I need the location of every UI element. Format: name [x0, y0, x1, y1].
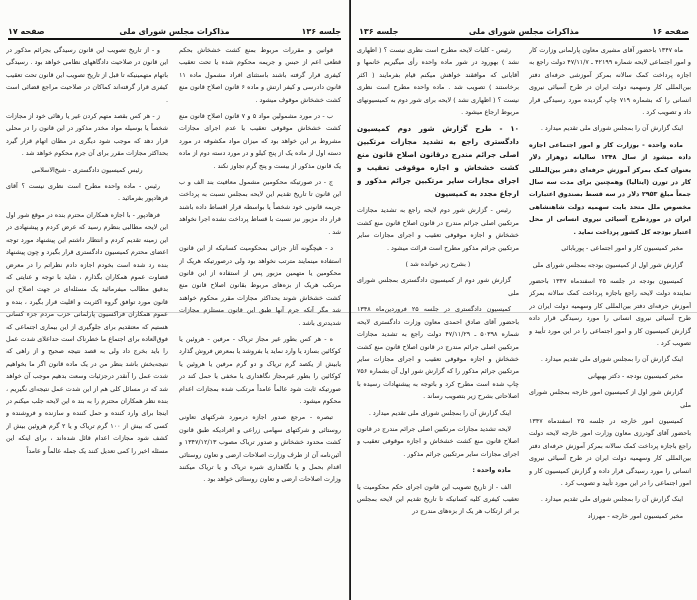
- paragraph: کمیسیون بودجه در جلسه ۲۵ اسفندماه ۱۳۴۷ باحضور نماینده دولت لایحه راجع باجازه پرداخت کمک سالانه بمرکز آموزش حرفه‌ای دفتر بین‌المللی کار وسهمیه دولت ایران در طرح آسیائی نیروی انسانی را مورد رسیدگی قرار داده گزارش کمیسیون کار و امور اجتماعی را در این مورد تأیید و تصویب کرد .: [529, 276, 691, 347]
- paragraph: ه - هر کس بطور غیر مجاز تریاک - مرفین - هروئین یا کوکائین بسازد یا وارد نماید یا بفروشد یا بمعرض فروش گذارد یابیش از یکصد گرم تریاک و دو گرم مرفین یا هروئین یا کوکائین را بطور غیرمجاز نگاهداری یا مخفی یا حمل کند در صورتیکه ثابت شود عالماً عامداً مرتکب شده بمجازات اعدام محکوم میشود .: [179, 334, 341, 405]
- report-title: گزارش شور اول از کمیسیون امور خارجه بمجلس شورای ملی: [529, 388, 691, 409]
- signature: مخبر کمیسیون کار و امور اجتماعی - پوربابائی: [561, 244, 683, 253]
- page-header: [359, 22, 689, 36]
- paragraph: ز - هر کس بقصد متهم کردن غیر یا رهائی خود از مجازات شخصاً یا بوسیله مواد مخدر مذکور در این قانون را در محلی قرار دهد که موجب شود دیگری در مظان اتهام قرار گیرد بحداکثر مجازات مقرر برای آن جرم محکوم خواهد شد .: [6, 112, 168, 158]
- article-label: ماده واحده :: [472, 466, 511, 475]
- paragraph: ماه ۱۳۴۷ باحضور آقای مشیری معاون پارلمانی وزارت کار و امور اجتماعی لایحه شماره ۴۲۱۹۹ ـ ۴۷/۱۱/۷ دولت راجع به اجازه پرداخت کمک سالانه بمرکز آموزشی حرفه‌ای دفتر بین‌المللی کار وسهمیه دولت ایران در طرح آسیائی نیروی انسانی را که بشماره ۷۱۹ چاپ گردیده مورد رسیدگی قرار داد و تصویب کرد .: [529, 46, 691, 117]
- right-page: [351, 0, 697, 600]
- paragraph: اینک گزارش آن را بمجلس شورای ملی تقدیم میدارد .: [540, 495, 683, 504]
- report-title: گزارش شور اول از کمیسیون بودجه بمجلس شورای ملی: [532, 260, 683, 269]
- page-number: صفحه ۱۶: [652, 27, 689, 36]
- signature: مخبر کمیسیون بودجه - دکتر بهبهانی: [587, 371, 683, 380]
- paragraph: ج - در صورتیکه محکومین مشمول معافیت بند الف و ب این قانون تا تاریخ تقدیم این لایحه بمجلس نسبت به پرداخت جریمه قانونی خود شخصاً یا بواسطه قرار اقساط داده باشند قرار داد مزبور نیز نسبت با قساط پرداخت نشده اجرا نخواهد شد .: [179, 178, 341, 236]
- stage-note: ( بشرح زیر خوانده شد ): [405, 260, 471, 269]
- paragraph: و - از تاریخ تصویب این قانون رسیدگی بجرائم مذکور در این قانون در صلاحیت دادگاههای نظامی خواهد بود . رسیدگی باتهام متهمینیکه تا قبل از تاریخ تصویب این قانون تحت تعقیب کیفری قرار گرفته‌اند کماکان در صلاحیت مراجع قضائی است .: [6, 46, 168, 104]
- page-header: [8, 22, 341, 36]
- speech: فرهادپور - با اجازه همکاران محترم بنده در موقع شور اول این لایحه مطالبی بنظرم رسید که عرض کردم و پیشنهادی در این زمینه تقدیم کردم و انتظار داشتم این پیشنهاد مورد توجه اعضای محترم کمیسیون دادگستری قرار بگیرد و چون پیشنهاد بنده رد شده است بخودم اجازه دادم نظراتم را در معرض قضاوت عموم همکاران بگذارم ، شاید با توجه و عنایتی که بدقیق مطالب میفرمائید یک مسئله‌ای در جهت اصلاح این قانون مورد توافق گروه اکثریت و اقلیت قرار بگیرد ، بنده و عموم همکاران فراکسیون پارلمانی حزب مردم جزء کسانی هستیم که معتقدیم برای جلوگیری از این بیماری اجتماعی که فوق‌العاده برای اجتماع ما خطرناک است حداعلای شدت عمل را باید بخرج داد ولی به قصد نتیجه صحیح و از راهی که نتیجه‌بخش باشد بنظر من در یک ماده قانون اگر ما بخواهیم شدت عمل را آنقدر درجزئیات وسعت بدهیم موجب آن خواهد شد که در مسائل کلی هم از این شدت عمل نتیجه‌ای نگیریم ، بنده نظر همکاران محترم را به بند ه این لایحه جلب میکنم در اینجا برای وارد کننده و حمل کننده و سازنده و فروشنده و کسی که بیش از ۱۰۰ گرم تریاک و یا ۲ گرم هروئین بیش از کشف شود مجازات اعدام قائل شده‌اند ، برای اینکه این مسئله اخیر را کمی تعدیل کنند یک جمله عالماً و عامداً: [6, 210, 168, 455]
- scan-fold-line: [351, 312, 697, 313]
- header-rule: [359, 38, 689, 40]
- bill-title: لایحه تشدید مجازات مرتکبین اصلی جرائم مندرج در قانون اصلاح قانون منع کشت خشخاش و اجازه موقوفی تعقیب و اجرای مجازات سایر مرتکبین جرائم مذکور .: [357, 424, 519, 458]
- paragraph: رئیس - ماده واحده مطرح است نظری نیست ؟ آقای فرهادپور بفرمائید .: [6, 182, 168, 203]
- paragraph: د - هیچگونه آثار جزائی بمحکومیت کسانیکه از این قانون استفاده مینمایند مترتب نخواهد بود ولی درصورتیکه هریک از محکومین یا متهمین مزبور پس از استفاده از این قانون مرتکب هریک از بزه‌های مربوط بقانون اصلاح قانون منع کشت خشخاش شوند بحداکثر مجازات مقرر محکوم خواهند شد مگر آنکه جرم آنها طبق این قانون مستلزم مجازات شدیدتری باشد .: [179, 244, 341, 327]
- paragraph: رئیس - گزارش شور دوم لایحه راجع به تشدید مجازات مرتکبین اصلی جرائم مندرج در قانون اصلاح قانون منع کشت خشخاش و اجازه موقوفی تعقیب و اجرای مجازات سایر مرتکبین جرائم مذکور مطرح است قرائت میشود .: [357, 206, 519, 252]
- publication-title: مذاکرات مجلس شورای ملی: [119, 27, 230, 36]
- article: ماده واحده - بوزارت کار و امور اجتماعی اجازه داده میشود از سال ۱۳۴۸ سالیانه دوهزار دلار بعنوان کمک بمرکز آموزش حرفه‌ای دفتر بین‌المللی کار در تورن (ایتالیا) وهمچنین برای مدت سه سال جمعاً مبلغ ۲۹۵۳ دلار در سه قسط بصندوق اعتبارات مخصوص ملل متحد بابت سهمیه دولت شاهنشاهی ایران در موردطرح آسیائی نیروی انسانی از محل اعتبار بودجه کل کشور پرداخت نماید .: [529, 140, 691, 236]
- header-rule: [8, 38, 341, 40]
- scan-fold-line: [0, 312, 349, 313]
- paragraph: کمیسیون دادگستری در جلسه ۲۵ فروردین‌ماه ۱۳۴۸ باحضور آقای صادق احمدی معاون وزارت دادگستری لایحه شماره ۵۰۳۹۸ ـ ۴۷/۱۱/۲۹ دولت راجع به تشدید مجازات مرتکبین اصلی جرائم مندرج در قانون اصلاح قانون منع کشت خشخاش و اجازه موقوفی تعقیب و اجرای مجازات سایر مرتکبین جرائم مذکور را که گزارش شور اول آن بشماره ۷۵۶ چاپ شده است مطرح کرد و باتوجه به پیشنهادات رسیده با اصلاحاتی بشرح زیر بتصویب رساند .: [357, 305, 519, 401]
- report-title: گزارش شور دوم از کمیسیون دادگستری بمجلس شورای ملی: [357, 276, 519, 297]
- session-number: جلسه ۱۳۶: [359, 27, 399, 36]
- paragraph: اینک گزارش آن را بمجلس شورای ملی تقدیم میدارد .: [368, 408, 511, 417]
- signature: رئیس کمیسیون دادگستری - شیخ‌الاسلامی: [31, 165, 143, 174]
- signature: مخبر کمیسیون امور خارجه - مهرزاد: [587, 511, 683, 520]
- agenda-heading: ۱۰ - طرح گزارش شور دوم کمیسیون دادگستری راجع به تشدید مجازات مرتکبین اصلی جرائم مندرج درقانون اصلاح قانون منع کشت خشخاش و اجازه موقوفی تعقیب و اجرای مجازات سایر مرتکبین جرائم مذکور و ارجاع مجدد به کمیسیون: [357, 124, 519, 199]
- paragraph: کمیسیون امور خارجه در جلسه ۲۵ اسفندماه ۱۳۴۷ باحضور آقای گودرزی معاون وزارت امور خارجه لایحه دولت راجع باجازه پرداخت کمک سالانه بمرکز آموزش حرفه‌ای دفتر بین‌المللی کار وسهمیه دولت ایران در طرح آسیائی نیروی انسانی را مورد رسیدگی قرار داده و گزارش کمیسیون کار و امور اجتماعی را در این مورد تأیید و تصویب کرد .: [529, 416, 691, 487]
- paragraph: الف - از تاریخ تصویب این قانون اجرای حکم محکومیت یا تعقیب کیفری کلیه کسانیکه تا تاریخ تقدیم این لایحه بمجلس بر اثر ارتکاب هر یک از بزه‌های مندرج در: [357, 482, 519, 516]
- session-number: جلسه ۱۳۶: [301, 27, 341, 36]
- paragraph: قوانین و مقررات مربوط بمنع کشت خشخاش بحکم قطعی اعم از حبس و جریمه محکوم شده یا تحت تعقیب کیفری قرار گرفته باشند باستثنای افراد مشمول ماده ۱۱ قانون دادرسی و کیفر ارتش و ماده ۶ قانون اصلاح قانون منع کشت خشخاش موقوف میشود .: [179, 46, 341, 104]
- paragraph: ب - در مورد مشمولین مواد ۵ و ۷ قانون اصلاح قانون منع کشت خشخاش موقوفی تعقیب یا عدم اجرای مجازات مشروط بر این خواهد بود که میزان مواد مکشوفه در مورد دسته اول از ماده یک از پنج کیلو و در مورد دسته دوم از ماده یک قانون مذکور از بیست و پنج گرم تجاوز نکند .: [179, 112, 341, 170]
- page-number: صفحه ۱۷: [8, 27, 45, 36]
- paragraph: اینک گزارش آن را بمجلس شورای ملی تقدیم میدارد .: [540, 355, 683, 364]
- paragraph: رئیس - کلیات لایحه مطرح است نظری نیست ؟ ( اظهاری نشد ) بهورود در شور ماده واحده رأی میگیریم خانمها و آقایانی که موافقند خواهش میکنم قیام بفرمایند ( اکثر برخاستند ) تصویب شد . ماده واحده مطرح است نظری نیست ؟ ( اظهاری نشد ) لایحه برای شور دوم به کمیسیونهای مربوط ارجاع میشود .: [357, 46, 519, 117]
- paragraph: اینک گزارش آن را بمجلس شورای ملی تقدیم میدارد .: [540, 124, 683, 133]
- publication-title: مذاکرات مجلس شورای ملی: [468, 27, 580, 36]
- paragraph: تبصره - مرجع صدور اجازه درمورد شرکتهای تعاونی روستائی و شرکتهای سهامی زراعی و افرادیکه طبق قانون کشت محدود خشخاش و صدور تریاک مصوب ۱۳۴۷/۱۲/۱۳ و آئین‌نامه آن از طرف وزارت اصلاحات ارضی و تعاون روستائی اقدام بحمل و یا نگاهداری شیره تریاک و یا تریاک میکنند وزارت اصلاحات ارضی و تعاون روستائی خواهد بود .: [179, 413, 341, 484]
